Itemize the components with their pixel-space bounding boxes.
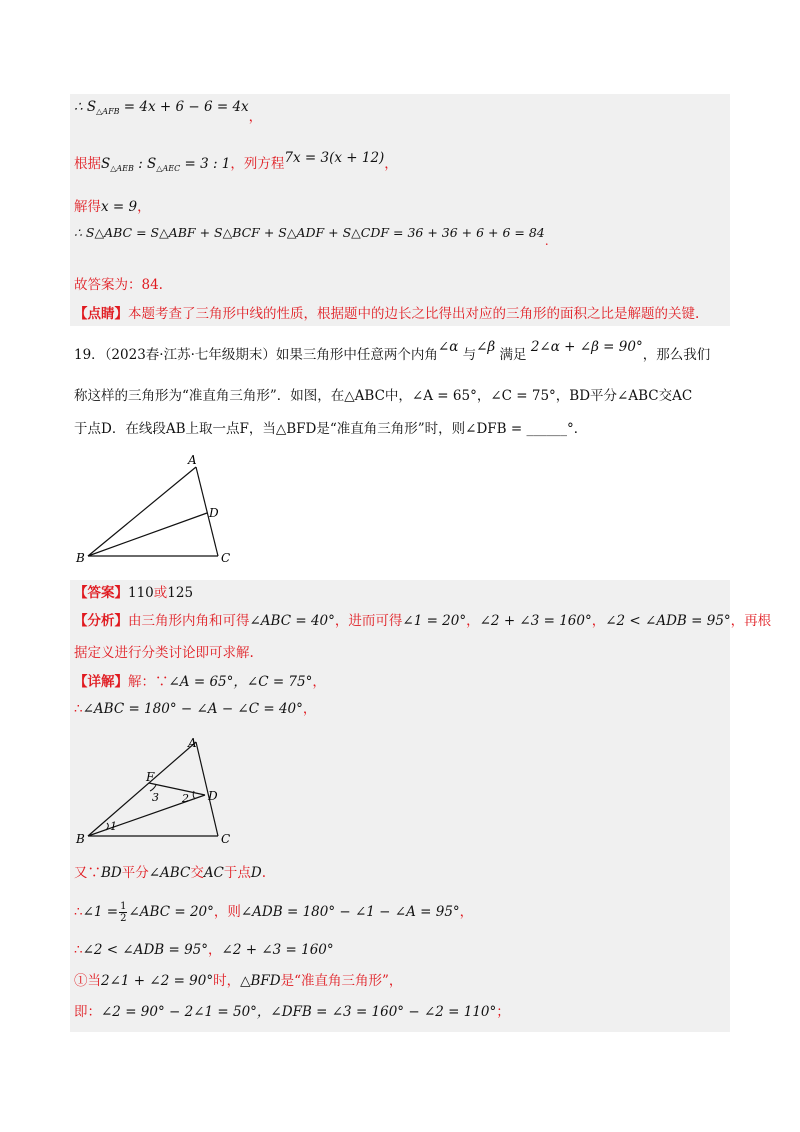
angle-label-2: 2 [182, 792, 189, 805]
detail-line-4: ∴∠1 = $\frac{1}{2}$ ∠ABC = 20°，则∠ADB = 180° − ∠1 − ∠A = 95°， [74, 901, 474, 924]
detail-line-3: 又∵BD平分∠ABC交AC于点D. [74, 865, 267, 881]
triangle-figure-1 [70, 450, 250, 575]
label-a-2: A [188, 736, 197, 750]
side-ab [88, 467, 196, 556]
triangle-figure-2 [70, 733, 250, 848]
label-b-2: B [76, 832, 85, 846]
label-c: C [221, 551, 231, 565]
problem-line-3: 于点D．在线段AB上取一点F，当△BFD是“准直角三角形”时，则∠DFB = ______°． [74, 421, 588, 437]
detail-line-1: 【详解】解：∵∠A = 65°，∠C = 75°， [74, 674, 326, 690]
comment-line: 【点睛】本题考查了三角形中线的性质，根据题中的边长之比得出对应的三角形的面积之比是解题的关键. [74, 306, 700, 322]
total-area-line: ∴ S△ABC = S△ABF + S△BCF + S△ADF + S△CDF = 36 + 36 + 6 + 6 = 84. [74, 225, 549, 248]
label-c-2: C [221, 832, 231, 846]
detail-line-7: 即：∠2 = 90° − 2∠1 = 50°，∠DFB = ∠3 = 160° − ∠2 = 110°； [74, 1004, 510, 1020]
answer-line: 【答案】110或125 [74, 585, 194, 601]
segment-bd [88, 513, 207, 556]
label-d-2: D [208, 789, 218, 803]
angle-label-3: 3 [152, 791, 159, 804]
detail-line-6: ①当2∠1 + ∠2 = 90°时，△BFD是“准直角三角形”， [74, 973, 403, 989]
label-b: B [76, 551, 85, 565]
detail-line-2: ∴∠ABC = 180° − ∠A − ∠C = 40°， [74, 701, 317, 717]
detail-line-5: ∴∠2 < ∠ADB = 95°，∠2 + ∠3 = 160° [74, 942, 334, 958]
label-f: F [146, 770, 155, 784]
area-line: ∴ $S_{\triangle AFB} = 4x + 6 - 6 = 4x$， [74, 99, 263, 125]
problem-line-2: 称这样的三角形为“准直角三角形”．如图，在△ABC中，∠A = 65°，∠C = 75°，BD平分∠ABC交AC [74, 388, 693, 404]
problem-line-1: 19．（2023春·江苏·七年级期末）如果三角形中任意两个内角∠α 与∠β 满足 2∠α + ∠β = 90°，那么我们 [74, 339, 711, 363]
fraction-one-half: $\frac{1}{2}$ [120, 901, 127, 924]
previous-solution-block [70, 94, 730, 326]
ratio-line: 根据$S_{\triangle AEB}$ : $S_{\triangle AEC} = 3$ : 1，列方程7x = 3(x + 12)， [74, 150, 398, 173]
label-a: A [188, 453, 197, 467]
angle-label-1: 1 [110, 820, 117, 833]
answer-text: 故答案为：84. [74, 277, 163, 293]
analysis-line-2: 据定义进行分类讨论即可求解. [74, 645, 254, 661]
analysis-line-1: 【分析】由三角形内角和可得∠ABC = 40°，进而可得∠1 = 20°，∠2 + ∠3 = 160°，∠2 < ∠ADB = 95°，再根 [74, 613, 772, 629]
label-d: D [209, 506, 219, 520]
solve-line: 解得x = 9， [74, 199, 151, 215]
